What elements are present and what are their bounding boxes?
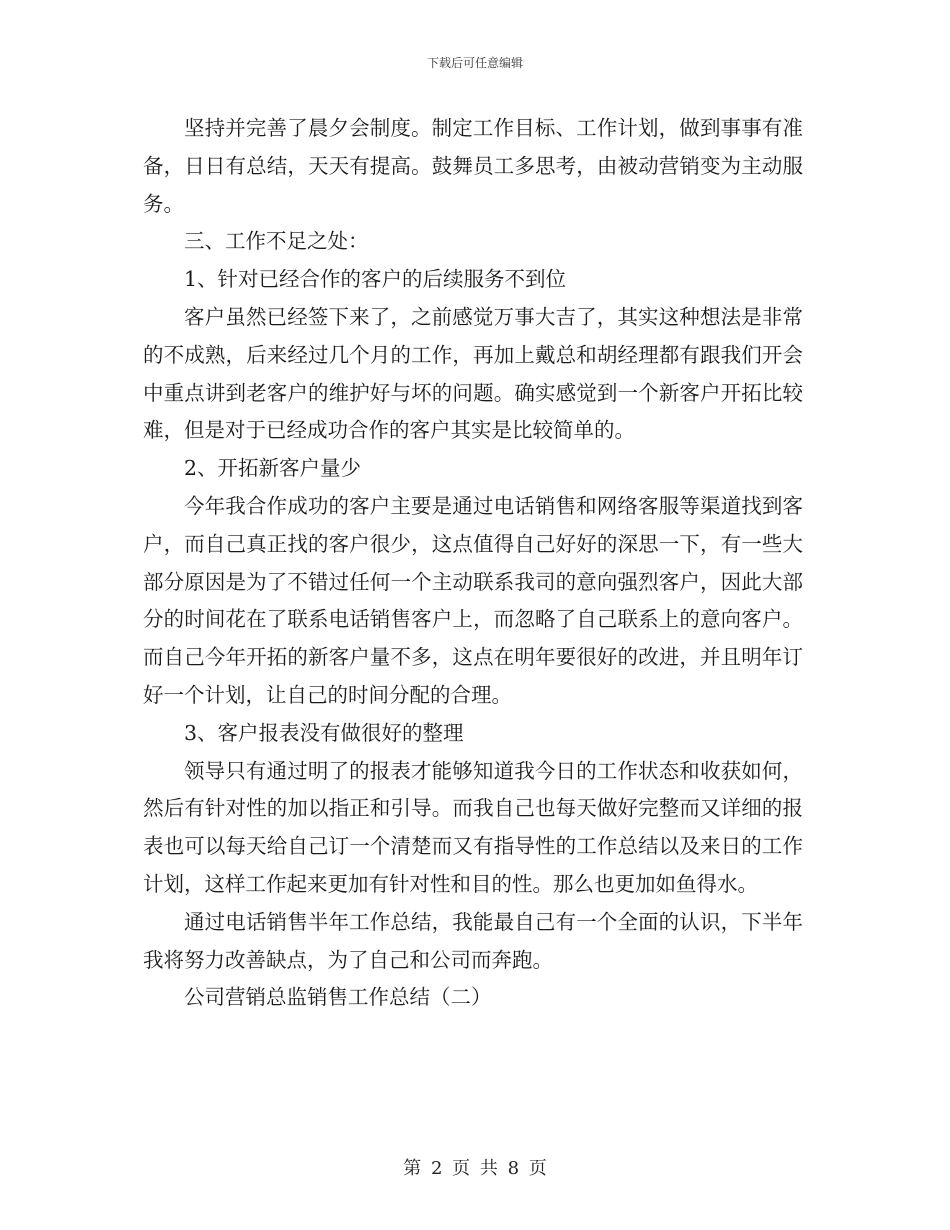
subheading-new-customers: 2、开拓新客户量少: [184, 456, 362, 481]
paragraph-new-customers: 今年我合作成功的客户主要是通过电话销售和网络客服等渠道找到客户，而自己真正找的客户很少，这点值得自己好好的深思一下，有一些大部分原因是为了不错过任何一个主动联系我司的意向强烈客户，因此大部分的时间花在了联系电话销售客户上，而忽略了自己联系上的意向客户。而自己今年开拓的新客户量不多，这点在明年要很好的改进，并且明年订好一个计划，让自己的时间分配的合理。: [143, 493, 803, 707]
section-heading-shortcomings: 三、工作不足之处：: [184, 229, 369, 254]
paragraph-follow-up-service: 客户虽然已经签下来了，之前感觉万事大吉了，其实这种想法是非常的不成熟，后来经过几个月的工作，再加上戴总和胡经理都有跟我们开会中重点讲到老客户的维护好与坏的问题。确实感觉到一个新客户开拓比较难，但是对于已经成功合作的客户其实是比较简单的。: [143, 304, 803, 443]
section-title-part-two: 公司营销总监销售工作总结（二）: [184, 985, 492, 1010]
subheading-follow-up-service: 1、针对已经合作的客户的后续服务不到位: [184, 267, 567, 292]
page-header: 下载后可任意编辑: [426, 56, 523, 70]
page-number-footer: 第 2 页 共 8 页: [403, 1158, 547, 1179]
paragraph-conclusion: 通过电话销售半年工作总结，我能最自己有一个全面的认识，下半年我将努力改善缺点，为了自己和公司而奔跑。: [143, 909, 803, 972]
paragraph-morning-evening-meeting: 坚持并完善了晨夕会制度。制定工作目标、工作计划，做到事事有准备，日日有总结，天天有提高。鼓舞员工多思考，由被动营销变为主动服务。: [143, 116, 803, 216]
document-body: [143, 110, 803, 1017]
paragraph-customer-reports: 领导只有通过明了的报表才能够知道我今日的工作状态和收获如何，然后有针对性的加以指正和引导。而我自己也每天做好完整而又详细的报表也可以每天给自己订一个清楚而又有指导性的工作总结以及来日的工作计划，这样工作起来更加有针对性和目的性。那么也更加如鱼得水。: [143, 758, 803, 896]
subheading-customer-reports: 3、客户报表没有做很好的整理: [184, 720, 464, 745]
